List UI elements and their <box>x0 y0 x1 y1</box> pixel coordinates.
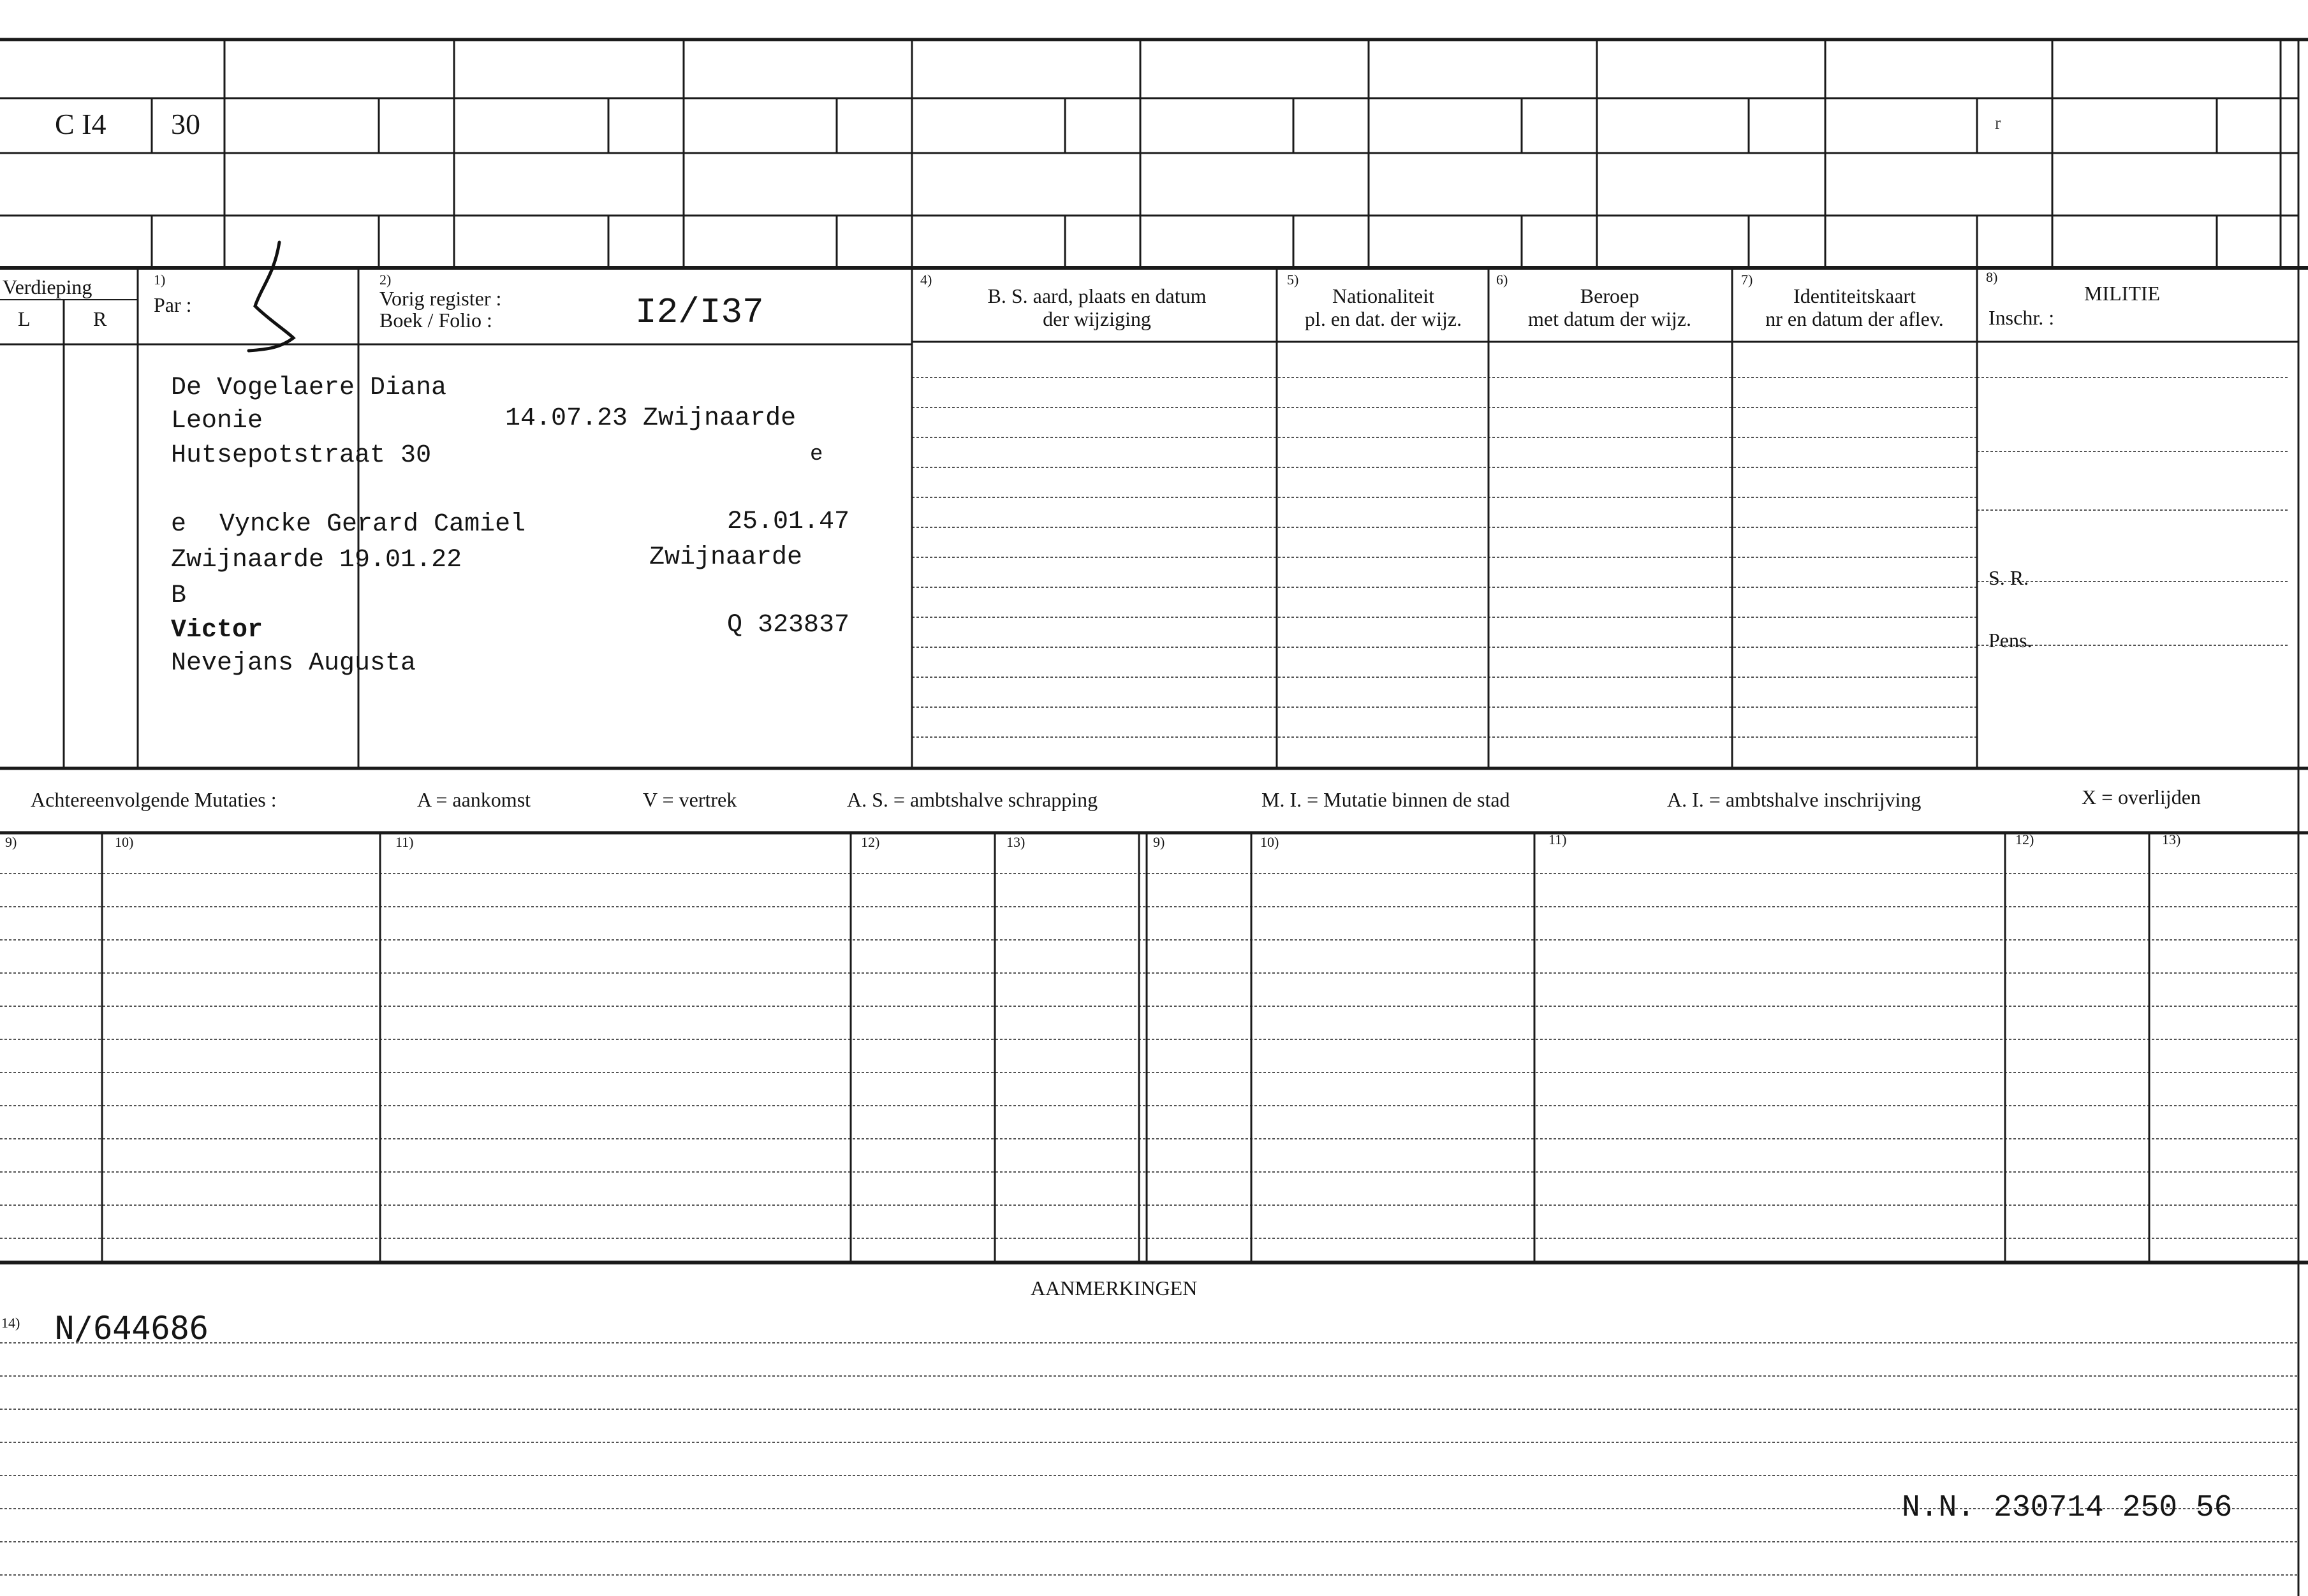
par-signature <box>242 236 312 363</box>
mutation-col-10-right: 10) <box>1260 834 1279 850</box>
person-birth: 14.07.23 Zwijnaarde <box>505 404 797 433</box>
inschr-label: Inschr. : <box>1988 306 2055 329</box>
mutation-col-12-left: 12) <box>861 834 880 850</box>
vorig-register-label: Vorig register : <box>379 287 502 310</box>
field-5-number: 5) <box>1287 272 1299 288</box>
marriage-place: Zwijnaarde <box>649 543 803 572</box>
mutation-col-11-left: 11) <box>395 834 414 850</box>
mutatie-overlijden: X = overlijden <box>2082 786 2201 809</box>
mutatie-ambtshalve-inschrijving: A. I. = ambtshalve inschrijving <box>1667 788 1922 811</box>
field-6-number: 6) <box>1496 272 1508 288</box>
sr-label: S. R. <box>1988 566 2029 589</box>
profession-header-line1: Beroep <box>1580 284 1640 307</box>
nationality-code: B <box>171 582 187 610</box>
militie-label: MILITIE <box>2084 282 2161 305</box>
left-label: L <box>18 307 31 330</box>
field-2-number: 2) <box>379 272 392 288</box>
verdieping-label: Verdieping <box>3 275 92 298</box>
mutation-col-13-right: 13) <box>2162 831 2181 847</box>
stray-mark: r <box>1995 113 2001 133</box>
id-number: Q 323837 <box>727 611 850 640</box>
mutaties-label: Achtereenvolgende Mutaties : <box>31 788 277 811</box>
mutatie-binnen-de-stad: M. I. = Mutatie binnen de stad <box>1261 788 1510 811</box>
remarks-title: AANMERKINGEN <box>1031 1277 1198 1299</box>
mutation-col-9-left: 9) <box>5 834 17 850</box>
spouse-birth: Zwijnaarde 19.01.22 <box>171 546 462 575</box>
profession-header-line2: met datum der wijz. <box>1528 307 1691 330</box>
field-1-number: 1) <box>154 272 166 288</box>
pens-label: Pens. <box>1988 629 2032 652</box>
bs-header-line1: B. S. aard, plaats en datum <box>987 284 1207 307</box>
id-card-header-line1: Identiteitskaart <box>1793 284 1916 307</box>
mutation-col-12-right: 12) <box>2015 831 2034 847</box>
mutation-col-9-right: 9) <box>1153 834 1165 850</box>
field-4-number: 4) <box>920 272 932 288</box>
spouse-name: Vyncke Gerard Camiel <box>219 510 526 539</box>
mutatie-vertrek: V = vertrek <box>643 788 737 811</box>
nationality-header-line2: pl. en dat. der wijz. <box>1304 307 1462 330</box>
father-name: Victor <box>171 616 263 645</box>
person-name: De Vogelaere Diana <box>171 374 447 402</box>
mother-name: Nevejans Augusta <box>171 649 416 678</box>
field-14-number: 14) <box>1 1315 20 1331</box>
field-7-number: 7) <box>1741 272 1753 288</box>
marriage-date: 25.01.47 <box>727 508 850 536</box>
address-mark: e <box>810 443 823 467</box>
mutation-col-11-right: 11) <box>1548 831 1567 847</box>
right-label: R <box>93 307 107 330</box>
id-card-header-line2: nr en datum der aflev. <box>1765 307 1944 330</box>
mutatie-aankomst: A = aankomst <box>417 788 531 811</box>
par-label: Par : <box>154 293 192 316</box>
field-8-number: 8) <box>1986 269 1998 285</box>
boek-folio-value: I2/I37 <box>635 292 764 333</box>
bs-header-line2: der wijziging <box>1043 307 1151 330</box>
remarks-entry: N/644686 <box>55 1310 209 1347</box>
mutation-col-13-left: 13) <box>1006 834 1025 850</box>
spouse-prefix: e <box>171 510 187 539</box>
card-number: 30 <box>171 108 200 140</box>
person-given-name: Leonie <box>171 407 263 436</box>
nationality-header-line1: Nationaliteit <box>1332 284 1434 307</box>
mutation-col-10-left: 10) <box>115 834 134 850</box>
person-address: Hutsepotstraat 30 <box>171 441 432 470</box>
boek-folio-label: Boek / Folio : <box>379 309 492 332</box>
mutatie-ambtshalve-schrapping: A. S. = ambtshalve schrapping <box>847 788 1098 811</box>
national-number: N.N. 230714 250 56 <box>1902 1491 2233 1525</box>
card-code: C I4 <box>55 108 107 140</box>
